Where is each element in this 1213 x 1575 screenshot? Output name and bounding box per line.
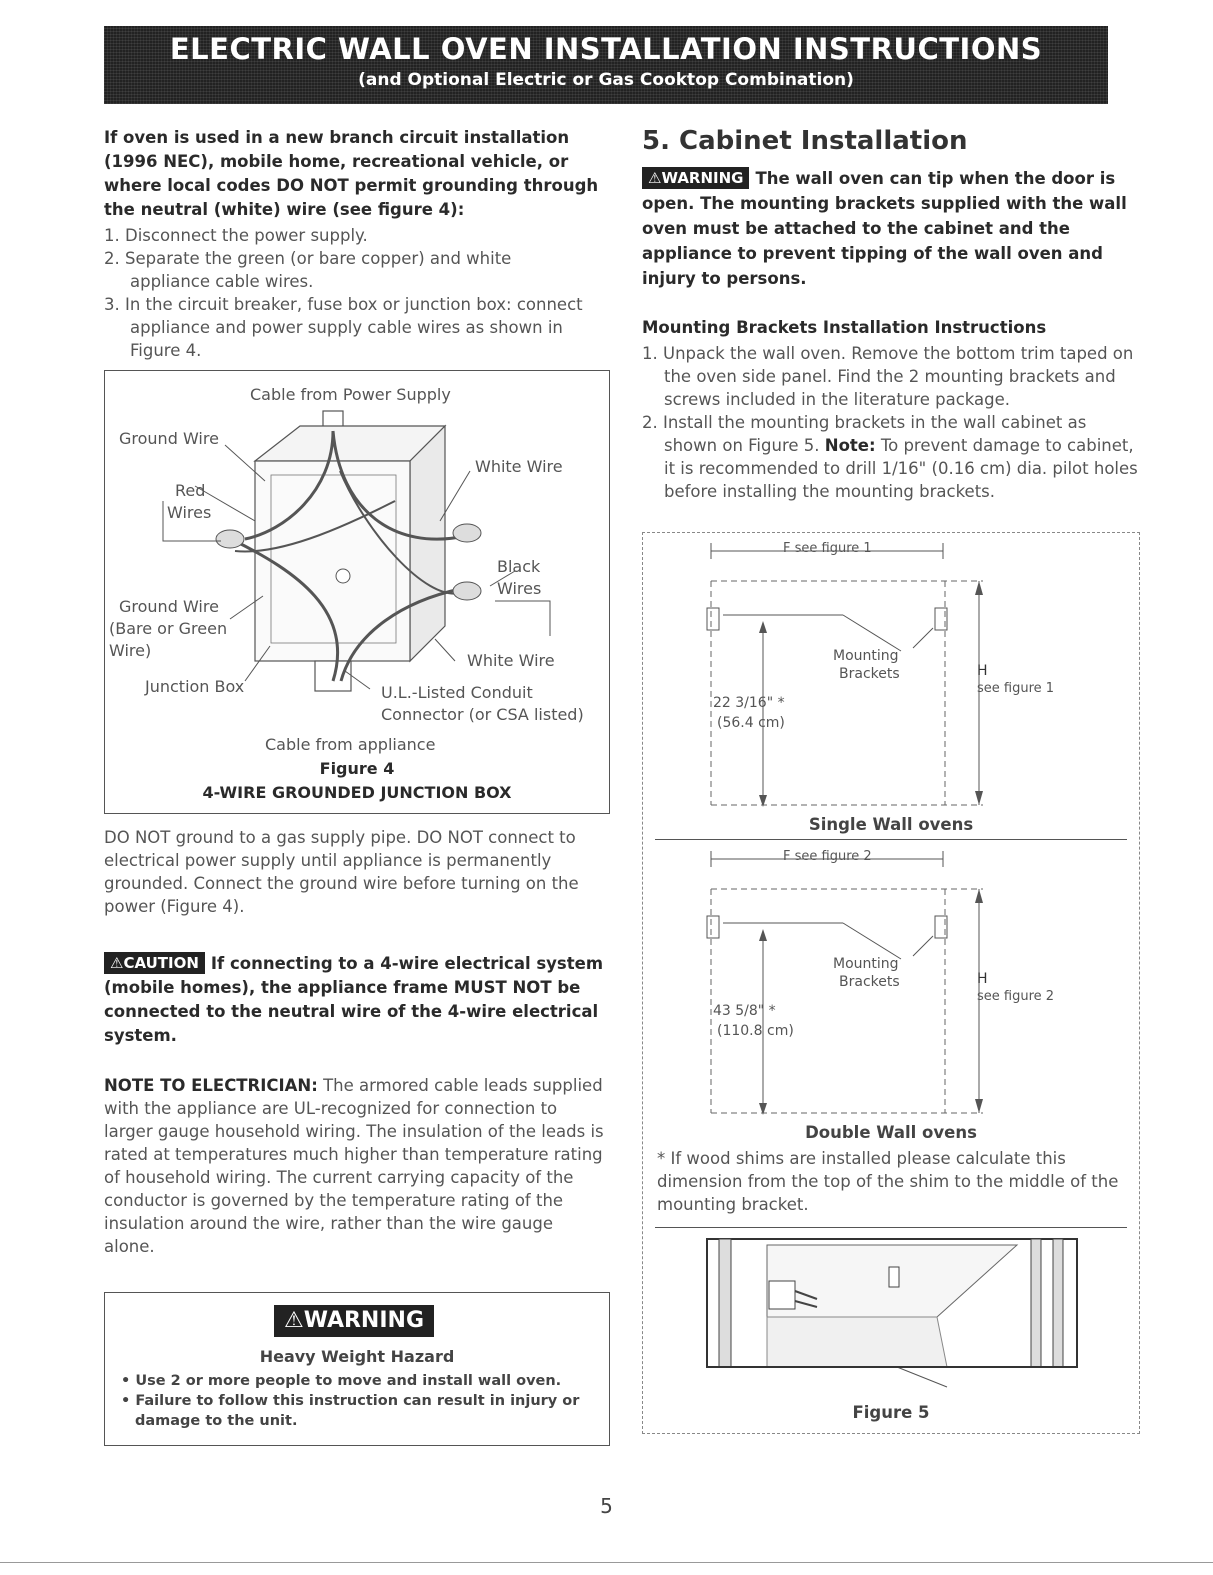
label-cable-from-supply: Cable from Power Supply [250,385,451,404]
divider-1 [655,839,1127,840]
steps-list [104,224,594,362]
electrician-note [104,1074,604,1258]
single-dimension-cm: (56.4 cm) [717,715,785,731]
warning-bullet-2: • Failure to follow this instruction can result in injury or damage to the unit. [121,1393,580,1429]
warning-box-badge: ⚠WARNING [274,1305,434,1337]
label-wire: Wire) [109,641,152,660]
mounting-heading: Mounting Brackets Installation Instructions [642,318,1047,337]
figure-4-caption: Figure 4 [319,759,395,778]
intro-heading: If oven is used in a new branch circuit installation (1996 NEC), mobile home, recreational vehicle, or where local codes DO NOT permit grounding through the neutral (white) wire (see figure 4): [104,128,599,219]
section-title: 5. Cabinet Installation [642,126,968,156]
mounting-step-1: 1. Unpack the wall oven. Remove the bottom trim taped on the oven side panel. Find the 2 mounting brackets and screws included in the literature package. [642,344,1134,409]
double-f-label: F see figure 2 [783,849,872,864]
double-h: H [977,971,988,987]
label-connector: Connector (or CSA listed) [381,705,584,724]
label-cable-from-appliance: Cable from appliance [265,735,436,754]
double-wall-diagram [643,841,1139,1141]
double-caption: Double Wall ovens [805,1123,977,1142]
label-ul-listed: U.L.-Listed Conduit [381,683,533,702]
label-wires-2: Wires [497,579,542,598]
cabinet-warning-text: The wall oven can tip when the door is open. The mounting brackets supplied with the wall oven must be attached to the cabinet and the appliance to prevent tipping of the wall oven and injury to persons. [642,169,1127,288]
warning-bullet-1: • Use 2 or more people to move and install wall oven. [121,1373,562,1389]
warning-bullets [117,1371,597,1431]
single-see-figure: see figure 1 [977,681,1055,696]
cabinet-warning-badge: ⚠WARNING [642,167,749,189]
figure-4-box [104,370,610,814]
single-brackets: Brackets [839,666,900,682]
label-ground-wire-2: Ground Wire [119,597,219,616]
double-mounting: Mounting [833,956,899,972]
electrician-text: The armored cable leads supplied with the appliance are UL-recognized for connection to larger gauge household wiring. The insulation of the leads is rated at temperatures much higher than temperature rating of household wiring. The current carrying capacity of the conductor is governed by the temperature rating of the insulation around the wire, rather than the wire gauge alone. [104,1076,604,1256]
label-white-wire-bottom: White Wire [467,651,555,670]
label-ground-wire: Ground Wire [119,429,219,448]
step-3: 3. In the circuit breaker, fuse box or junction box: connect appliance and power supply cable wires as shown in Figure 4. [104,295,583,360]
double-dimension-cm: (110.8 cm) [717,1023,794,1039]
note-label: Note: [824,436,876,455]
page-title: ELECTRIC WALL OVEN INSTALLATION INSTRUCTIONS [169,32,1043,66]
bottom-rule [0,1562,1213,1563]
page-number: 5 [600,1494,613,1518]
figure-5-box [642,532,1140,1434]
label-white-wire-top: White Wire [475,457,563,476]
single-dimension: 22 3/16" * [713,695,785,711]
single-f-label: F see figure 1 [783,541,872,556]
figure-4-subcaption: 4-WIRE GROUNDED JUNCTION BOX [202,783,512,802]
mounting-steps [642,342,1138,503]
divider-2 [655,1227,1127,1228]
page-subtitle: (and Optional Electric or Gas Cooktop Combination) [358,70,854,90]
cabinet-warning [642,166,1130,291]
double-see-figure: see figure 2 [977,989,1055,1004]
step-1: 1. Disconnect the power supply. [104,226,368,245]
ground-note: DO NOT ground to a gas supply pipe. DO NOT connect to electrical power supply until appliance is permanently grounded. Connect the ground wire before turning on the power (Figure 4). [104,828,579,916]
warning-box [104,1292,610,1446]
single-wall-diagram [643,533,1139,833]
caution-block [104,952,604,1048]
single-h: H [977,663,988,679]
note-text: To prevent damage to cabinet, it is recommended to drill 1/16" (0.16 cm) dia. pilot holes before installing the mounting brackets. [664,436,1138,501]
label-junction-box: Junction Box [145,677,245,696]
single-caption: Single Wall ovens [808,815,974,834]
mounting-step-2: 2. Install the mounting brackets in the wall cabinet as shown on Figure 5. Note: To prevent damage to cabinet, it is recommended to drill 1/16" (0.16 cm) dia. pilot holes before installing the mounting brackets. [642,413,1138,501]
label-black: Black [497,557,541,576]
shim-note: * If wood shims are installed please calculate this dimension from the top of the shim to the middle of the mounting bracket. [657,1149,1119,1214]
caution-badge: ⚠CAUTION [104,952,205,974]
step-2: 2. Separate the green (or bare copper) and white appliance cable wires. [104,249,512,291]
double-dimension: 43 5/8" * [713,1003,776,1019]
warning-box-title: Heavy Weight Hazard [259,1347,455,1366]
single-mounting: Mounting [833,648,899,664]
bracket-illustration [657,1237,1127,1397]
double-brackets: Brackets [839,974,900,990]
label-wires: Wires [167,503,212,522]
header-banner [104,26,1108,104]
figure-5-caption: Figure 5 [852,1403,930,1422]
caution-text: If connecting to a 4-wire electrical system (mobile homes), the appliance frame MUST NOT be connected to the neutral wire of the 4-wire electrical system. [104,954,604,1045]
electrician-label: NOTE TO ELECTRICIAN: [104,1076,318,1095]
label-red: Red [175,481,206,500]
label-bare-or-green: (Bare or Green [109,619,228,638]
